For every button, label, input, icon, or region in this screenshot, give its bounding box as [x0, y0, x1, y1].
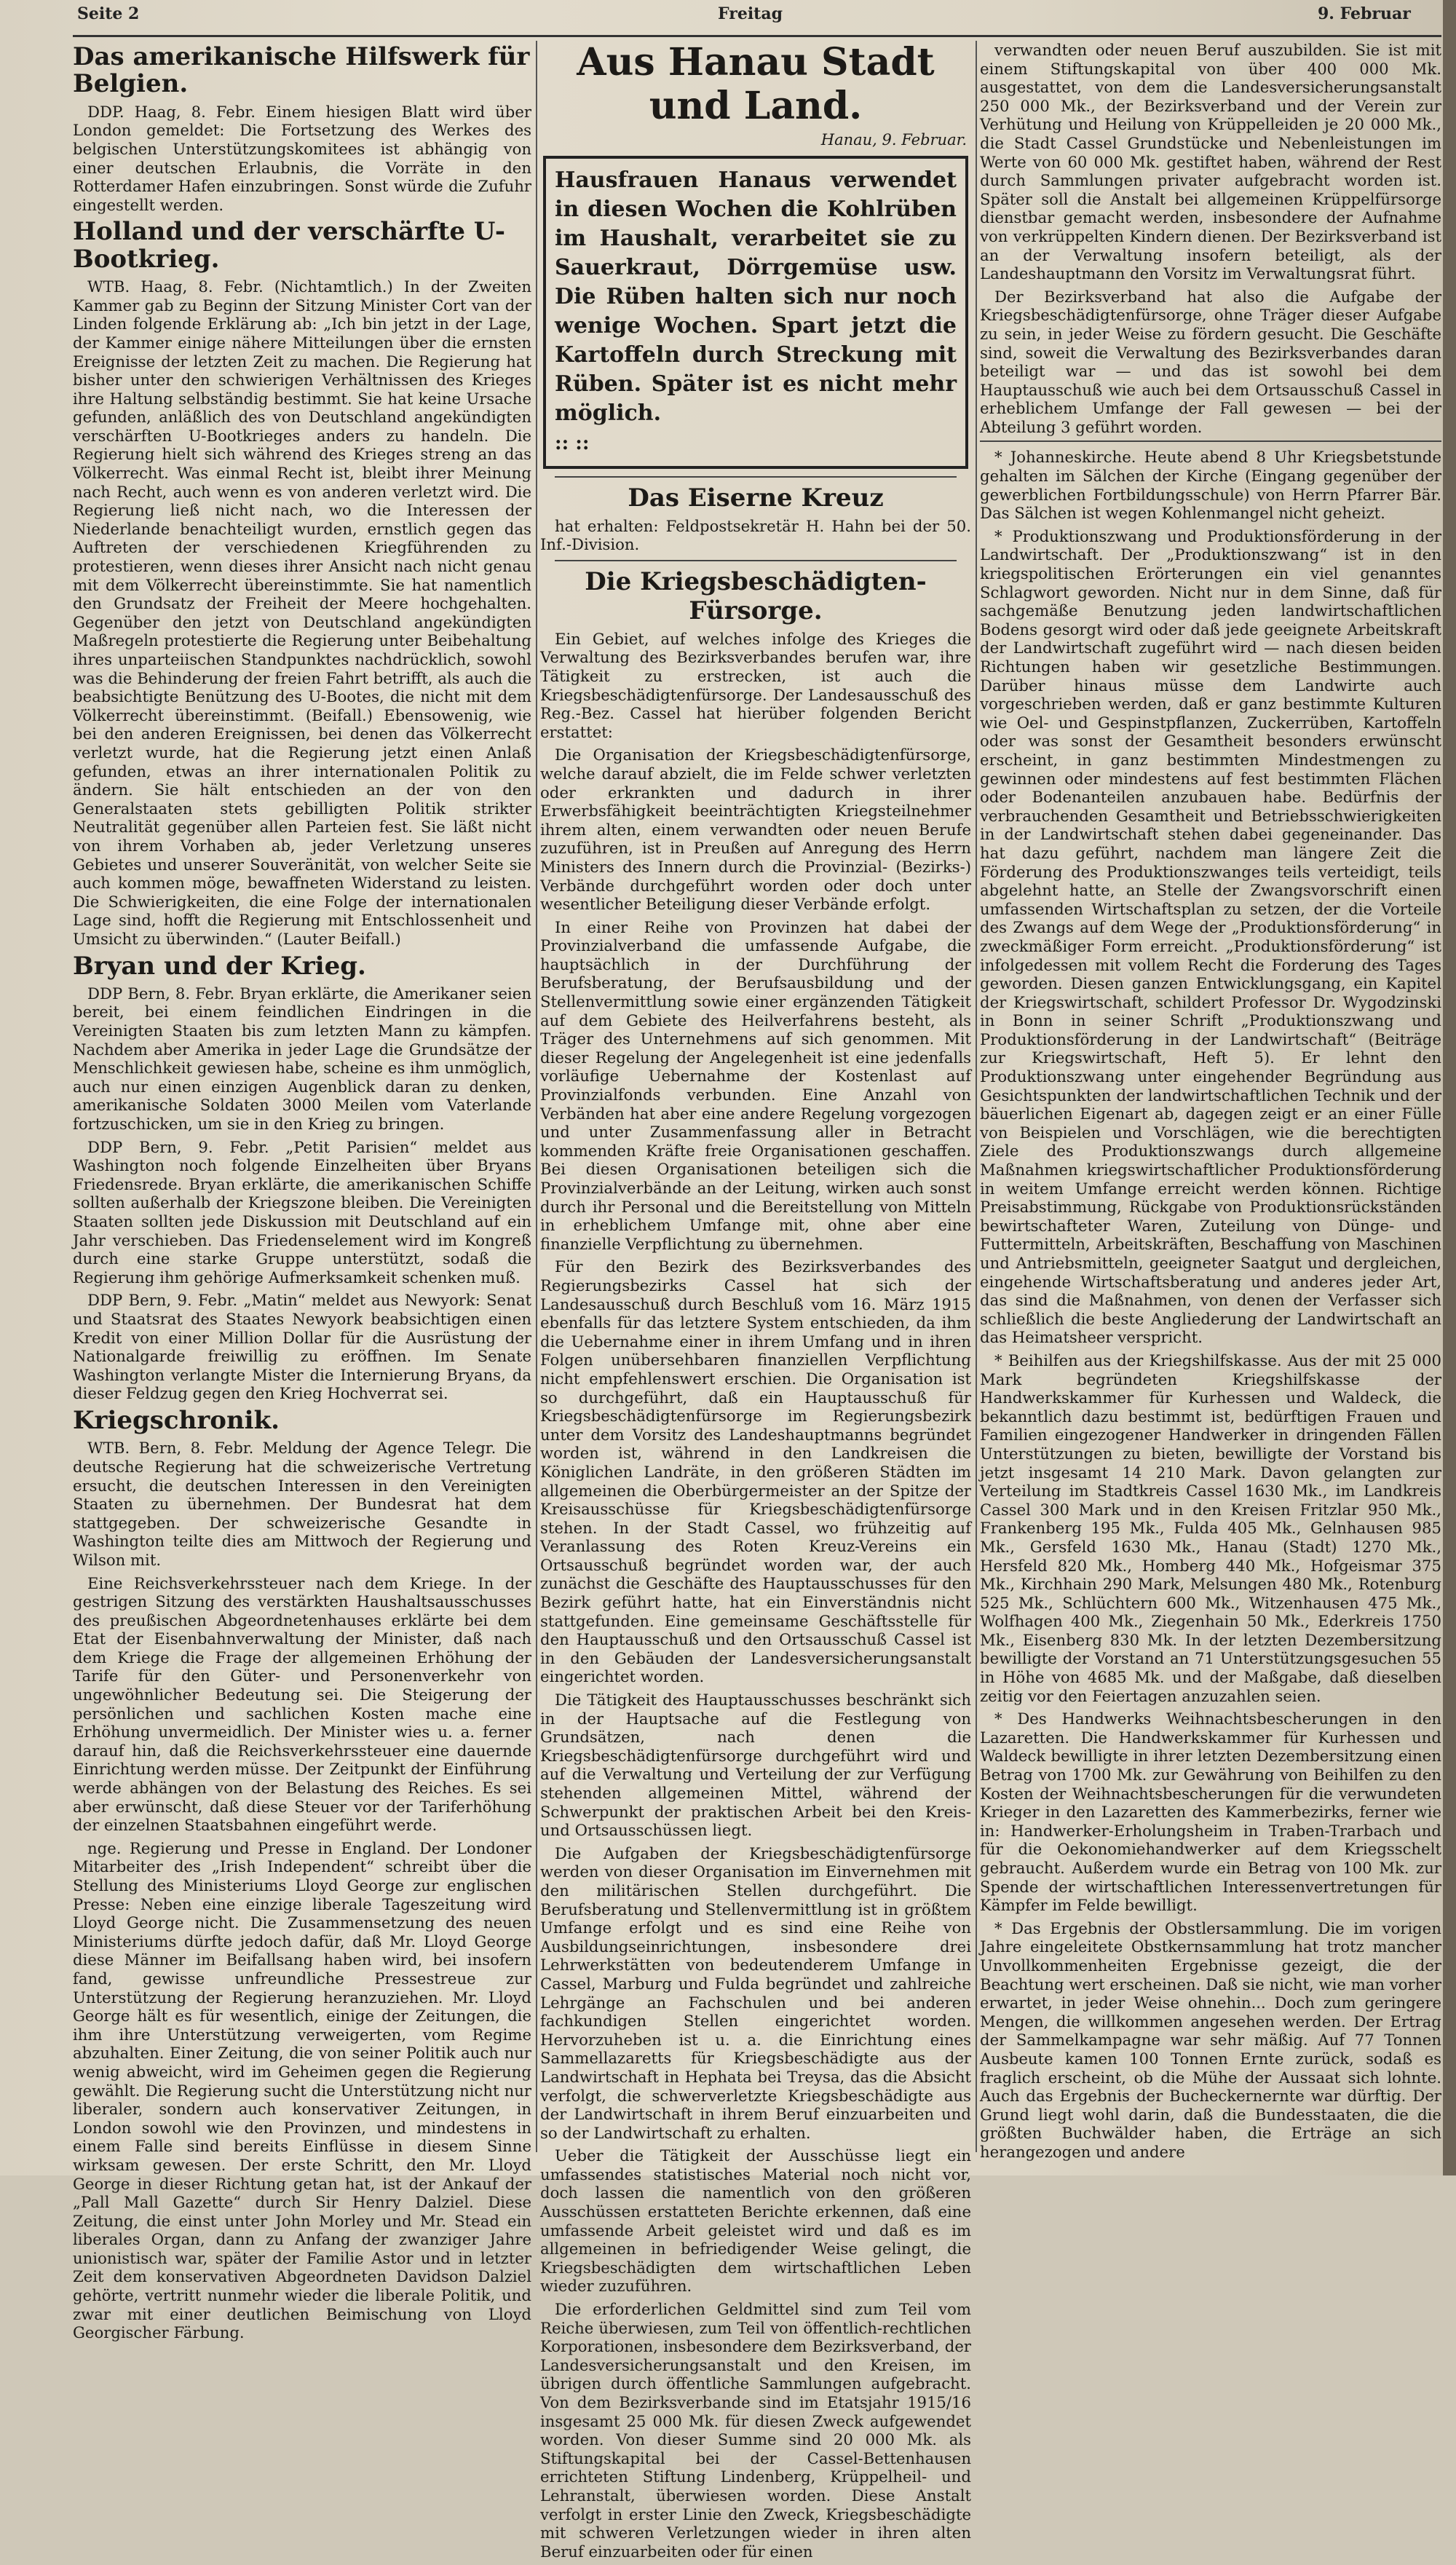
- article-heading: Bryan und der Krieg.: [73, 951, 366, 981]
- divider: [980, 440, 1441, 442]
- page-date: 9. Februar: [1318, 4, 1411, 23]
- article-paragraph: DDP. Haag, 8. Febr. Einem hiesigen Blatt wird über London gemeldet: Die Fortsetzung des Werkes des belgischen Unterstützungskomitees ist abhängig von einer deutschen Erlaubnis, die Vorräte in den Rotterdamer Hafen einzubringen. Sonst würde die Zufuhr eingestellt werden.: [73, 102, 531, 214]
- article-paragraph: * Des Handwerks Weihnachtsbescherungen in den Lazaretten. Die Handwerkskammer für Kurhessen und Waldeck bewilligte in ihrer letzten Dezembersitzung einen Betrag von 1700 Mk. zur Gewährung von Beihilfen zu den Kosten der Weihnachtsbescherungen für die verwundeten Krieger in den Lazaretten des Kammerbezirks, ferner wie in: Handwerker-Erholungsheim in Traben-Trarbach und für die Oekonomiehandwerker auf dem Kriegsschelt gebraucht. Außerdem wurde ein Betrag von 100 Mk. zur Spende der wirtschaftlichen Interessenvertretungen für Kämpfer im Felde bewilligt.: [980, 1710, 1441, 1915]
- article-paragraph: Ein Gebiet, auf welches infolge des Krieges die Verwaltung des Bezirksverbandes berufen war, ihre Tätigkeit zu erstrecken, ist auch die Kriegsbeschädigtenfürsorge. Der Landesausschuß des Reg.-Bez. Cassel hat hierüber folgenden Bericht erstattet:: [540, 629, 971, 741]
- column-divider-2: [976, 41, 977, 2152]
- article-title: Die Kriegsbeschädigten-Fürsorge.: [585, 566, 927, 625]
- article-heading: Holland und der verschärfte U-Bootkrieg.: [73, 217, 505, 274]
- article-paragraph: WTB. Bern, 8. Febr. Meldung der Agence Telegr. Die deutsche Regierung hat die schweizerische Vertretung ersucht, die deutschen Interessen in den Vereinigten Staaten zu übernehmen. Der Bundesrat hat dem stattgegeben. Der schweizerische Gesandte in Washington teilte dies am Mittwoch der Regierung und Wilson mit.: [73, 1439, 531, 1569]
- article-paragraph: Die erforderlichen Geldmittel sind zum Teil vom Reiche überwiesen, zum Teil von öffentlich-rechtlichen Korporationen, insbesondere dem Bezirksverband, der Landesversicherungsanstalt und den Kreisen, im übrigen durch öffentliche Sammlungen aufgebracht. Von dem Bezirksverbande sind im Etatsjahr 1915/16 insgesamt 25 000 Mk. für diesen Zweck aufgewendet worden. Von dieser Summe sind 20 000 Mk. als Stiftungskapital bei der Cassel-Bettenhausen errichteten Stiftung Lindenberg, Krüppelheil- und Lehranstalt, überwiesen worden. Diese Anstalt verfolgt in erster Linie den Zweck, Kriegsbeschädigte mit schweren Verletzungen wieder in ihren alten Beruf einzuarbeiten oder für einen: [540, 2300, 971, 2561]
- article-paragraph: DDP Bern, 8. Febr. Bryan erklärte, die Amerikaner seien bereit, bei einem feindlichen Eindringen in die Vereinigten Staaten bis zum letzten Mann zu kämpfen. Nachdem aber Amerika in jeder Lage die Grundsätze der Menschlichkeit gewiesen habe, scheine es ihm unmöglich, auch nur einen einzigen Augenblick daran zu denken, amerikanische Soldaten 3000 Meilen vom Vaterlande fortzuschicken, um sie in den Krieg zu bringen.: [73, 984, 531, 1134]
- page-edge-shadow: [1443, 0, 1456, 2175]
- article-paragraph: WTB. Haag, 8. Febr. (Nichtamtlich.) In der Zweiten Kammer gab zu Beginn der Sitzung Minister Cort van der Linden folgende Erklärung ab: „Ich bin jetzt in der Lage, der Kammer einige nähere Mitteilungen über die ernsten Ereignisse der letzten Zeit zu machen. Die Regierung hat bisher unter den schwierigen Verhältnissen des Krieges ihre Haltung selbständig bestimmt. Sie hat keine Ursache gefunden, anläßlich des von Deutschland angekündigten verschärften U-Bootkrieges anders zu handeln. Die Regierung hielt sich während des Krieges streng an das Völkerrecht. Was einmal Recht ist, bleibt ihrer Meinung nach Recht, auch wenn es von anderen verletzt wird. Die Regierung ließ nicht nach, wo die Interessen der Niederlande benachteiligt wurden, ernstlich gegen das Auftreten der verschiedenen Kriegführenden zu protestieren, wenn dieses ihrer Ansicht nach nicht genau mit dem Völkerrecht übereinstimmte. Sie hat namentlich den Grundsatz der Freiheit der Meere hochgehalten. Gegenüber den jetzt von Deutschland angekündigten Maßregeln protestierte die Regierung unter Beibehaltung ihres unparteiischen Standpunktes nachdrücklich, sowohl was die Behinderung der freien Fahrt betrifft, als auch die beabsichtigte Benützung des U-Bootes, die nicht mit dem Völkerrecht übereinstimmt. (Beifall.) Ebensowenig, wie bei den anderen Ereignissen, bei denen das Völkerrecht verletzt wurde, hat die Regierung jetzt einen Anlaß gefunden, etwas an ihrer internationalen Politik zu ändern. Sie hält entschieden an der von den Generalstaaten stets gebilligten Politik strikter Neutralität gegenüber allen Parteien fest. Sie läßt nicht von ihrem Vorhaben ab, jeder Verletzung unseres Gebietes und unserer Souveränität, von welcher Seite sie auch kommen möge, bewaffneten Widerstand zu leisten. Die Schwierigkeiten, die eine Folge der internationalen Lage sind, hofft die Regierung mit Entschlossenheit und Umsicht zu überwinden.“ (Lauter Beifall.): [73, 277, 531, 948]
- notice-marks: :: ::: [555, 432, 590, 454]
- article-paragraph: verwandten oder neuen Beruf auszubilden. Sie ist mit einem Stiftungskapital von über 400 000 Mk. ausgestattet, von dem die Landesversicherungsanstalt 250 000 Mk., der Bezirksverband und der Verein zur Verhütung und Heilung von Krüppelleiden je 20 000 Mk., die Stadt Cassel Grundstücke und Nebenleistungen im Werte von 60 000 Mk. gestiftet haben, während der Rest durch Sammlungen privater aufgebracht worden ist. Später soll die Anstalt bei allgemeinen Krüppelfürsorge dienstbar gemacht werden, insbesondere der Aufnahme von verkrüppelten Kindern dienen. Der Bezirksverband ist an der Verwaltung insofern beteiligt, als der Landeshauptmann den Vorsitz im Verwaltungsrat führt.: [980, 41, 1441, 283]
- article-heading: Kriegschronik.: [73, 1405, 280, 1435]
- article-paragraph: Die Tätigkeit des Hauptausschusses beschränkt sich in der Hauptsache auf die Festlegung von Grundsätzen, nach denen die Kriegsbeschädigtenfürsorge durchgeführt wird und auf die Verwaltung und Verteilung der zur Verfügung stehenden allgemeinen Mittel, während der Schwerpunkt der praktischen Arbeit bei den Kreis- und Ortsausschüssen liegt.: [540, 1691, 971, 1840]
- iron-cross-title: Das Eiserne Kreuz: [628, 483, 884, 513]
- article-paragraph: Die Organisation der Kriegsbeschädigtenfürsorge, welche darauf abzielt, die im Felde schwer verletzten oder erkrankten und dadurch in ihrer Erwerbsfähigkeit beeinträchtigten Kriegsteilnehmer ihrem alten, einem verwandten oder neuen Berufe zuzuführen, ist in Preußen auf Anregung des Herrn Ministers des Innern durch die Provinzial- (Bezirks-) Verbände durchgeführt worden oder doch unter wesentlicher Beteiligung dieser Verbände erfolgt.: [540, 746, 971, 914]
- iron-cross-text: hat erhalten: Feldpostsekretär H. Hahn bei der 50. Inf.-Division.: [540, 516, 971, 554]
- column-divider-1: [536, 41, 537, 2152]
- dateline: Hanau, 9. Februar.: [820, 130, 967, 149]
- header-rule: [73, 35, 1441, 37]
- article-paragraph: * Johanneskirche. Heute abend 8 Uhr Kriegsbetstunde gehalten im Sälchen der Kirche (Eingang gegenüber der gewerblichen Fortbildungsschule) von Herrn Pfarrer Bär. Das Sälchen ist wegen Kohlenmangel nicht geheizt.: [980, 448, 1441, 523]
- article-paragraph: DDP Bern, 9. Febr. „Matin“ meldet aus Newyork: Senat und Staatsrat des Staates Newyork beabsichtigen einen Kredit von einer Million Dollar für die Ausrüstung der Nationalgarde freiwillig zu eröffnen. Im Senate Washington verlangte Mister die Internierung Bryans, da dieser Feldzug gegen den Krieg Hochverrat sei.: [73, 1291, 531, 1403]
- page-number: Seite 2: [77, 4, 140, 23]
- column-3: [980, 41, 1441, 2166]
- article-paragraph: nge. Regierung und Presse in England. Der Londoner Mitarbeiter des „Irish Independent“ schreibt über die Stellung des Ministeriums Lloyd George zur englischen Presse: Neben eine einzige liberale Tageszeitung wird Lloyd George nicht. Die Zusammensetzung des neuen Ministeriums dürfte jedoch dafür, daß Mr. Lloyd George diese Männer im Beifallsang haben wird, bei insofern fand, gewisse unfreundliche Pressestreue zur Unterstützung der Regierung heranzuziehen. Mr. Lloyd George hält es für wesentlich, einige der Zeitungen, die ihm ihre Unterstützung verweigerten, vom Regime abzuhalten. Einer Zeitung, die von seiner Politik auch nur wenig abweicht, wird im Geheimen gegen die Regierung gewählt. Die Regierung sucht die Unterstützung nicht nur liberaler, sondern auch konservativer Zeitungen, in London sowohl wie den Provinzen, und mindestens in einem Falle sind bereits Einflüsse in diesem Sinne wirksam gewesen. Der erste Schritt, den Mr. Lloyd George in dieser Richtung getan hat, ist der Ankauf der „Pall Mall Gazette“ durch Sir Henry Dalziel. Diese Zeitung, die einst unter John Morley und Mr. Stead ein liberales Organ, dann zu Anfang der zwanziger Jahre unionistisch war, später der Familie Astor und in letzter Zeit dem konservativen Abgeordneten Davidson Dalziel gehörte, vertritt nunmehr wieder die liberale Politik, und zwar mit einer deutlichen Beimischung von Lloyd Georgischer Färbung.: [73, 1838, 531, 2342]
- notice-box: [543, 156, 968, 469]
- section-title: Aus Hanau Stadt und Land.: [577, 40, 935, 128]
- article-body: [540, 630, 971, 2561]
- notice-text: Hausfrauen Hanaus verwendet in diesen Wochen die Kohlrüben im Haushalt, verarbeitet sie zu Sauerkraut, Dörrgemüse usw. Die Rüben halten sich nur noch wenige Wochen. Spart jetzt die Kartoffeln durch Streckung mit Rüben. Später ist es nicht mehr möglich.: [555, 167, 957, 426]
- column-2: [540, 41, 971, 2565]
- article-paragraph: * Das Ergebnis der Obstlersammlung. Die im vorigen Jahre eingeleitete Obstkernsammlung hat trotz mancher Unvollkommenheiten Ergebnisse gezeigt, die der Beachtung wert erscheinen. Daß sie nicht, wie man vorher erwartet, in jeder Weise ohnehin... Doch zum geringere Mengen, die willkommen angesehen werden. Der Ertrag der Sammelkampagne war sehr mäßig. Auf 77 Tonnen Ausbeute kamen 100 Tonnen Ernte zurück, sodaß es fraglich erscheint, ob die Mühe der Aussaat sich lohnte. Auch das Ergebnis der Bucheckernernte war dürftig. Der Grund liegt wohl darin, daß die Bundesstaaten, die die größten Buchwälder haben, die Erträge an sich herangezogen und andere: [980, 1918, 1441, 2161]
- article-paragraph: Die Aufgaben der Kriegsbeschädigtenfürsorge werden von dieser Organisation im Einvernehmen mit den militärischen Stellen durchgeführt. Die Berufsberatung und Stellenvermittlung ist in größtem Umfange erfolgt und es sind eine Reihe von Ausbildungseinrichtungen, insbesondere drei Lehrwerkstätten von bedeutenderem Umfange in Cassel, Marburg und Fulda begründet und zahlreiche Lehrgänge an Fachschulen und bei anderen fachkundigen Stellen eingerichtet worden. Hervorzuheben ist u. a. die Einrichtung eines Sammellazaretts für Kriegsbeschädigte aus der Landwirtschaft in Hephata bei Treysa, das die Absicht verfolgt, die schwerverletzte Kriegsbeschädigte aus der Landwirtschaft in ihrem Beruf einzuarbeiten und so der Landwirtschaft zu erhalten.: [540, 1843, 971, 2142]
- page-weekday: Freitag: [718, 4, 783, 23]
- article-paragraph: In einer Reihe von Provinzen hat dabei der Provinzialverband die umfassende Aufgabe, die hauptsächlich in der Durchführung der Berufsberatung, der Berufsausbildung und der Stellenvermittlung sowie einer ergänzenden Tätigkeit auf dem Gebiete des Heilverfahrens besteht, als Träger des Unternehmens auf sich genommen. Mit dieser Regelung der Angelegenheit ist eine jedenfalls vorläufige Uebernahme der Kostenlast auf Provinzialfonds verbunden. Eine Anzahl von Verbänden hat aber eine andere Regelung vorgezogen und unter Zusammenfassung aller in Betracht kommenden Kräfte freie Organisationen geschaffen. Bei diesen Organisationen beteiligen sich die Provinzialverbände an der Leitung, wirken auch sonst durch ihr Personal und die Bereitstellung von Mitteln in erheblichem Umfange mit, ohne aber eine finanzielle Verpflichtung zu übernehmen.: [540, 917, 971, 1253]
- article-paragraph: * Beihilfen aus der Kriegshilfskasse. Aus der mit 25 000 Mark begründeten Kriegshilfskasse der Handwerkskammer für Kurhessen und Waldeck, die bekanntlich dazu bestimmt ist, bedürftigen Frauen und Familien eingezogener Handwerker in dringenden Fällen Unterstützungen zu bieten, bewilligte der Vorstand bis jetzt insgesamt 14 210 Mark. Davon gelangten zur Verteilung im Stadtkreis Cassel 1630 Mk., im Landkreis Cassel 300 Mark und in den Kreisen Fritzlar 950 Mk., Frankenberg 195 Mk., Fulda 405 Mk., Gelnhausen 985 Mk., Gersfeld 1630 Mk., Hanau (Stadt) 1270 Mk., Hersfeld 820 Mk., Homberg 440 Mk., Hofgeismar 375 Mk., Kirchhain 290 Mark, Melsungen 480 Mk., Rotenburg 525 Mk., Schlüchtern 600 Mk., Witzenhausen 475 Mk., Wolfhagen 400 Mk., Ziegenhain 50 Mk., Ederkreis 1750 Mk., Eisenberg 830 Mk. In der letzten Dezembersitzung bewilligte der Vorstand an 71 Unterstützungsgesuchen 55 in Höhe von 4685 Mk. und der Maßgabe, daß dieselben zeitig vor den Feiertagen anzuzahlen seien.: [980, 1351, 1441, 1705]
- article-paragraph: Für den Bezirk des Bezirksverbandes des Regierungsbezirks Cassel hat sich der Landesausschuß durch Beschluß vom 16. März 1915 ebenfalls für das letztere System entschieden, da ihm die Uebernahme einer in ihrem Umfang und in ihren Folgen unübersehbaren finanziellen Verpflichtung nicht empfehlenswert erschien. Die Organisation ist so durchgeführt, daß ein Hauptausschuß für Kriegsbeschädigtenfürsorge im Regierungsbezirk unter dem Vorsitz des Landeshauptmanns begründet worden ist, während in den Landkreisen die Königlichen Landräte, in den größeren Städten im allgemeinen die Oberbürgermeister an der Spitze der Kreisausschüsse für Kriegsbeschädigtenfürsorge stehen. In der Stadt Cassel, wo frühzeitig auf Veranlassung des Roten Kreuz-Vereins ein Ortsausschuß begründet worden war, der auch zunächst die Geschäfte des Hauptausschusses für den Bezirk geführt hatte, hat ein Einverständnis nicht stattgefunden. Eine gemeinsame Geschäftsstelle für den Hauptausschuß und den Ortsausschuß Cassel ist in den Gebäuden der Landesversicherungsanstalt eingerichtet worden.: [540, 1257, 971, 1686]
- divider: [555, 476, 957, 478]
- article-paragraph: Eine Reichsverkehrssteuer nach dem Kriege. In der gestrigen Sitzung des verstärkten Haushaltsausschusses des preußischen Abgeordnetenhauses erklärte bei dem Etat der Eisenbahnverwaltung der Minister, daß nach dem Kriege die Frage der allgemeinen Erhöhung der Tarife für den Güter- und Personenverkehr von ungewöhnlicher Bedeutung sei. Die Steigerung der persönlichen und sachlichen Kosten mache eine Erhöhung unvermeidlich. Der Minister wies u. a. ferner darauf hin, daß die Reichsverkehrssteuer eine dauernde Einrichtung werden müsse. Der Zeitpunkt der Einführung werde abhängen von der Belastung des Reiches. Es sei aber erwünscht, daß diese Steuer vor der Tariferhöhung der einzelnen Staatsbahnen eingeführt werde.: [73, 1573, 531, 1835]
- column-1: [73, 41, 531, 2347]
- article-heading: Das amerikanische Hilfswerk für Belgien.: [73, 42, 530, 99]
- article-paragraph: DDP Bern, 9. Febr. „Petit Parisien“ meldet aus Washington noch folgende Einzelheiten über Bryans Friedensrede. Bryan erklärte, die amerikanischen Schiffe sollten außerhalb der Kriegszone bleiben. Die Vereinigten Staaten sollten jede Diskussion mit Deutschland auf ein Jahr verschieben. Das Friedenselement wird im Kongreß durch eine starke Gruppe unterstützt, sodaß die Regierung ihm gehörige Aufmerksamkeit schenken muß.: [73, 1137, 531, 1287]
- article-paragraph: Ueber die Tätigkeit der Ausschüsse liegt ein umfassendes statistisches Material noch nicht vor, doch lassen die namentlich von den größeren Ausschüssen erstatteten Berichte erkennen, daß eine umfassende Arbeit geleistet wird und daß es im allgemeinen in befriedigender Weise gelingt, die Kriegsbeschädigten dem wirtschaftlichen Leben wieder zuzuführen.: [540, 2146, 971, 2296]
- article-paragraph: * Produktionszwang und Produktionsförderung in der Landwirtschaft. Der „Produktionszwang“ ist in den kriegspolitischen Erörterungen ein viel genanntes Schlagwort geworden. Nicht nur in dem Sinne, daß für sachgemäße Benutzung jeden landwirtschaftlichen Bodens gesorgt wird oder daß jede geeignete Arbeitskraft der Landwirtschaft zugeführt wird — nach diesen beiden Richtungen haben wir gesetzliche Bestimmungen. Darüber hinaus müsse dem Landwirte auch vorgeschrieben werden, daß er ganz bestimmte Kulturen wie Oel- und Gespinstpflanzen, Zuckerrüben, Kartoffeln oder was sonst der Gesamtheit besonders erwünscht erscheint, in ganz bestimmten Mindestmengen zu gewinnen oder mindestens auf fest bestimmten Flächen oder Bodenanteilen anzubauen habe. Bedürfnis der verbrauchenden Gesamtheit und Betriebsschwierigkeiten in der Landwirtschaft stehen dabei gegeneinander. Das hat dazu geführt, nachdem man längere Zeit die Förderung des Produktionszwanges teils verteidigt, teils abgelehnt hatte, an Stelle der Zwangsvorschrift einen umfassenden Wirtschaftsplan zu setzen, der die Vorteile des Zwangs auf dem Wege der „Produktionsförderung“ in zweckmäßiger Form erreicht. „Produktionsförderung“ ist infolgedessen mit vollem Recht die Forderung des Tages geworden. Diesen ganzen Entwicklungsgang, ein Kapitel der Kriegswirtschaft, schildert Professor Dr. Wygodzinski in Bonn in seiner Schrift „Produktionszwang und Produktionsförderung in der Landwirtschaft“ (Beiträge zur Kriegswirtschaft, Heft 5). Er lehnt den Produktionszwang unter eingehender Begründung aus Gesichtspunkten der landwirtschaftlichen Technik und der bäuerlichen Eigenart ab, dagegen zeigt er an einer Fülle von Beispielen und Vorschlägen, wie die berechtigten Ziele des Produktionszwangs durch allgemeine Maßnahmen kriegswirtschaftlicher Produktionsförderung in weitem Umfange erreicht werden können. Richtige Preisabstimmung, Rückgabe von Produktionsrückständen bewirtschafteter Waren, Zuteilung von Dünge- und Futtermitteln, Arbeitskräften, Beschaffung von Maschinen und Antriebsmitteln, geeigneter Saatgut und dergleichen, eingehende Wirtschaftsberatung und anderes jeder Art, das sind die Maßnahmen, von denen der Verfasser sich schließlich die beste Angliederung der Landwirtschaft an das Heimatsheer verspricht.: [980, 526, 1441, 1347]
- article-paragraph: Der Bezirksverband hat also die Aufgabe der Kriegsbeschädigtenfürsorge, ohne Träger dieser Aufgabe zu sein, in jeder Weise zu fördern gesucht. Die Geschäfte sind, soweit die Verwaltung des Bezirksverbandes daran beteiligt war — und das ist sowohl bei dem Hauptausschuß wie auch bei dem Ortsausschuß Cassel in erheblichem Umfange der Fall gewesen — bei der Abteilung 3 geführt worden.: [980, 287, 1441, 436]
- divider: [555, 560, 957, 561]
